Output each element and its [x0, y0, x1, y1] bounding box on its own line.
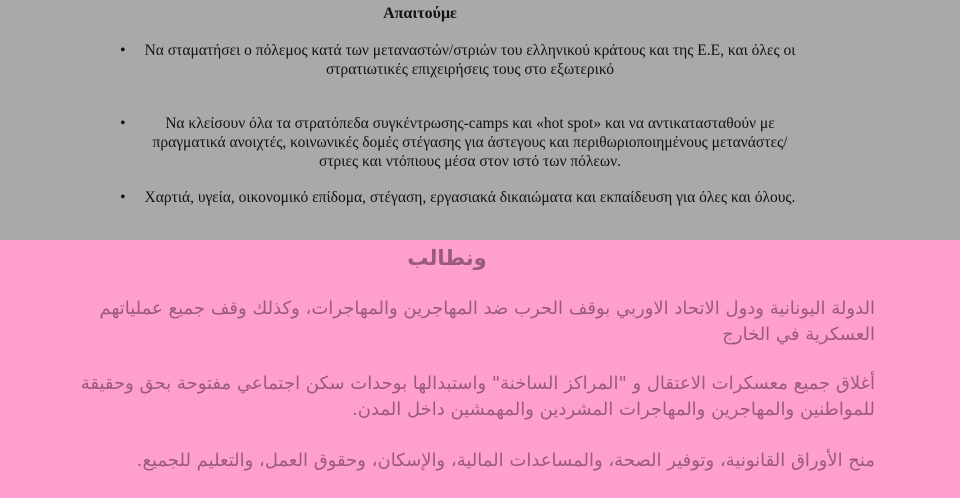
arabic-heading: ونطالب	[407, 246, 487, 270]
greek-demands-section	[0, 0, 960, 240]
arabic-paragraph: منح الأوراق القانونية، وتوفير الصحة، والمساعدات المالية، والإسكان، وحقوق العمل، والتعليم للجميع.	[136, 450, 875, 471]
greek-bullet-item: • Να σταματήσει ο πόλεμος κατά των μεταναστών/στριών του ελληνικού κράτους και της Ε.Ε, και όλες οι στρατιωτικές επιχειρήσεις τους στο εξωτερικό	[140, 41, 800, 79]
arabic-paragraph: الدولة اليونانية ودول الاتحاد الاوربي بوقف الحرب ضد المهاجرين والمهاجرات، وكذلك وقف جميع عملياتهم العسكرية في الخارج	[99, 298, 875, 345]
greek-bullet-item: • Χαρτιά, υγεία, οικονομικό επίδομα, στέγαση, εργασιακά δικαιώματα και εκπαίδευση για όλες και όλους.	[140, 188, 800, 207]
arabic-demands-section	[0, 240, 960, 498]
greek-bullet-item: • Να κλείσουν όλα τα στρατόπεδα συγκέντρωσης-camps και «hot spot» και να αντικατασταθούν με πραγματικά ανοιχτές, κοινωνικές δομές στέγασης για άστεγους και περιθωριοποιημένους μετανάστες/στριες και ντόπιους μέσα στον ιστό των πόλεων.	[140, 114, 800, 171]
arabic-paragraph: أغلاق جميع معسكرات الاعتقال و "المراكز الساخنة" واستبدالها بوحدات سكن اجتماعي مفتوحة بحق وحقيقة للمواطنين والمهاجرين والمهاجرات المشردين والمهمشين داخل المدن.	[80, 373, 875, 420]
greek-heading: Απαιτούμε	[383, 5, 457, 22]
